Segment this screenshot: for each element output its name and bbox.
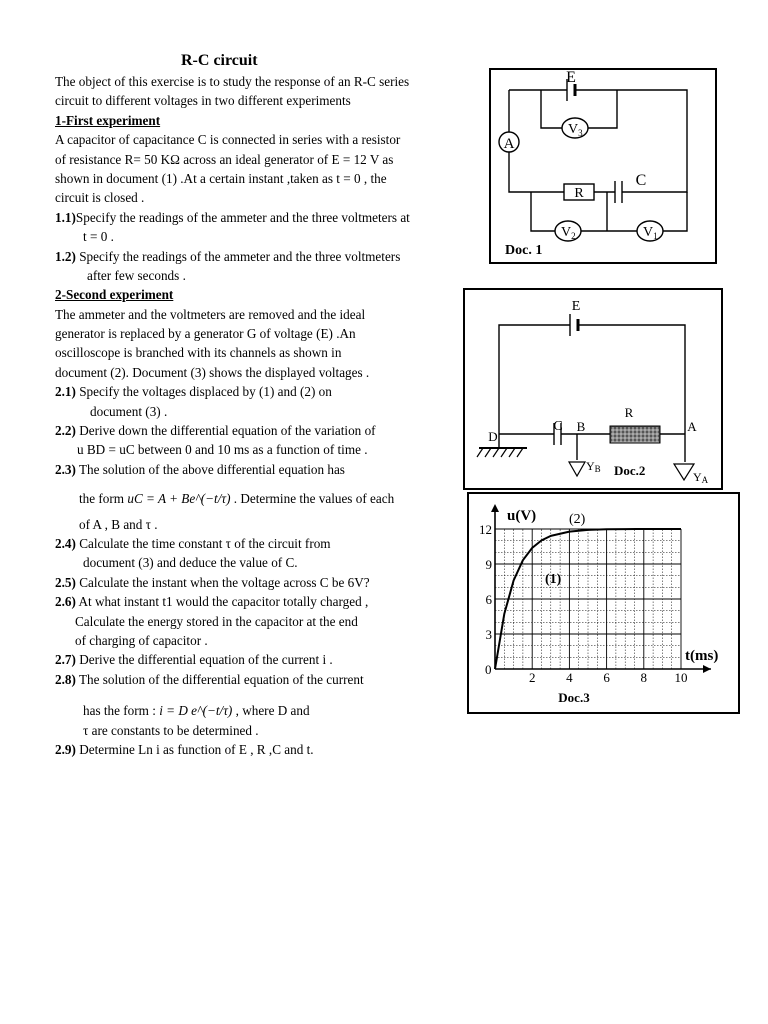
chart-curve-label-1: (1): [545, 572, 562, 587]
doc1-v3-label: $V_3$: [568, 122, 583, 138]
question-2-1: [55, 382, 485, 401]
chart-y-axis-label: u(V): [507, 508, 537, 524]
question-text: The solution of the above differential equation has: [75, 461, 345, 477]
question-1-1-cont: t = 0 .: [83, 229, 114, 245]
exp2-line: document (2). Document (3) shows the displayed voltages .: [55, 364, 370, 380]
question-text: Specify the voltages displaced by (1) and (2) on: [75, 384, 332, 400]
doc1-circuit-figure: [489, 68, 717, 264]
question-2-1-cont: document (3) .: [90, 403, 168, 419]
question-2-8-form: [55, 701, 485, 720]
x-tick-label: 6: [603, 670, 610, 685]
doc2-label: Doc.2: [614, 463, 646, 478]
question-text: Derive the differential equation of the current i .: [75, 652, 333, 668]
form-suffix: . Determine the values of each: [230, 491, 395, 507]
spacer: [55, 689, 485, 701]
question-2-3-form: [55, 489, 485, 508]
question-text: Specify the readings of the ammeter and the three voltmeters: [75, 248, 401, 264]
exp1-line: A capacitor of capacitance C is connected in series with a resistor: [55, 132, 401, 148]
question-2-2: [55, 421, 485, 440]
question-text: Derive down the differential equation of the variation of: [75, 423, 376, 439]
doc1-wires: [509, 90, 687, 192]
doc2-resistor-label: R: [624, 405, 634, 420]
probe-a-icon: [674, 464, 694, 480]
question-text: Calculate the time constant τ of the circuit from: [75, 535, 331, 551]
question-2-3-cont: of A , B and τ .: [79, 516, 158, 532]
question-text: The solution of the differential equation of the current: [75, 671, 364, 687]
question-number: 2.7): [55, 652, 76, 668]
page-title: R-C circuit: [181, 52, 258, 69]
exp2-line: oscilloscope is branched with its channels as shown in: [55, 345, 342, 361]
question-number: 2.3): [55, 461, 76, 477]
doc1-resistor-label: R: [574, 186, 584, 201]
form-prefix: the form: [79, 491, 128, 507]
exp2-line: generator is replaced by a generator G of voltage (E) .An: [55, 326, 356, 342]
spacer: [55, 479, 485, 489]
question-2-4-cont: document (3) and deduce the value of C.: [83, 555, 298, 571]
doc2-resistor: [610, 426, 660, 443]
chart-title: Doc.3: [558, 690, 590, 705]
i-formula: i = D e^(−t/τ): [159, 703, 233, 719]
question-number: 2.2): [55, 423, 76, 439]
question-2-6: [55, 592, 485, 611]
second-experiment-heading: 2-Second experiment: [55, 287, 174, 303]
x-tick-label: 4: [566, 670, 573, 685]
exp2-line: The ammeter and the voltmeters are removed and the ideal: [55, 306, 366, 322]
question-2-6-cont: Calculate the energy stored in the capacitor at the end: [75, 613, 358, 629]
uc-formula: uC = A + Be^(−t/τ): [127, 491, 231, 507]
doc2-generator-label: E: [571, 299, 581, 314]
question-2-2-cont: u BD = uC between 0 and 10 ms as a function of time .: [77, 442, 368, 458]
x-axis-arrow-icon: [703, 665, 711, 673]
doc1-frame: [490, 69, 716, 263]
doc2-node-a: A: [687, 419, 697, 434]
form-suffix: , where D and: [232, 703, 310, 719]
question-2-3: [55, 460, 485, 479]
doc1-generator-label: E: [566, 69, 576, 86]
chart-curve-label-2: (2): [569, 512, 586, 527]
question-2-7: [55, 650, 485, 669]
probe-b-icon: [569, 462, 585, 476]
question-number: 2.4): [55, 535, 76, 551]
question-2-8: [55, 670, 485, 689]
doc2-node-d: D: [488, 429, 498, 444]
doc1-label: Doc. 1: [505, 243, 543, 258]
question-number: 2.5): [55, 574, 76, 590]
intro-line: circuit to different voltages in two different experiments: [55, 93, 351, 109]
y-tick-label: 3: [485, 627, 492, 642]
question-text: Specify the readings of the ammeter and the three voltmeters at: [75, 209, 410, 225]
doc1-v2-label: $V_2$: [561, 225, 576, 241]
exp1-line: of resistance R= 50 KΩ across an ideal generator of E = 12 V as: [55, 151, 394, 167]
y-tick-label: 12: [479, 522, 492, 537]
x-tick-label: 10: [674, 670, 688, 685]
question-number: 2.8): [55, 671, 76, 687]
question-1-1: [55, 208, 485, 227]
chart-origin-label: 0: [485, 662, 492, 677]
doc2-channel-a-label: YA: [693, 470, 709, 485]
doc2-capacitor-label: C: [553, 419, 563, 434]
chart-grid: [495, 529, 681, 669]
doc1-capacitor-label: C: [635, 172, 647, 189]
question-number: 2.9): [55, 741, 76, 757]
question-number: 1.1): [55, 209, 76, 225]
doc2-channel-b-label: YB: [586, 459, 601, 474]
y-axis-arrow-icon: [491, 504, 499, 512]
question-2-4: [55, 534, 485, 553]
first-experiment-heading: 1-First experiment: [55, 112, 161, 128]
form-prefix: has the form :: [83, 703, 160, 719]
question-1-2-cont: after few seconds .: [87, 267, 186, 283]
ground-hatch: [477, 448, 523, 457]
intro-line: The object of this exercise is to study the response of an R-C series: [55, 74, 410, 89]
doc1-ammeter-label: A: [503, 136, 515, 152]
doc1-v1-label: $V_1$: [643, 225, 658, 241]
question-text: At what instant t1 would the capacitor totally charged ,: [75, 594, 369, 610]
chart-x-axis-label: t(ms): [685, 648, 719, 664]
question-2-6-cont: of charging of capacitor .: [75, 632, 208, 648]
doc2-node-b: B: [576, 419, 586, 434]
y-tick-label: 9: [485, 557, 492, 572]
question-2-5: [55, 573, 485, 592]
question-2-8-cont: τ are constants to be determined .: [83, 722, 259, 738]
question-number: 1.2): [55, 248, 76, 264]
question-2-9: [55, 740, 485, 759]
question-1-2: [55, 247, 485, 266]
exp1-line: shown in document (1) .At a certain instant ,taken as t = 0 , the: [55, 170, 387, 186]
doc3-chart: [467, 492, 740, 714]
doc1-voltmeter-wires: [531, 192, 687, 231]
x-tick-label: 8: [640, 670, 648, 685]
question-text: Determine Ln i as function of E , R ,C and t.: [75, 741, 314, 757]
x-tick-label: 2: [528, 670, 536, 685]
y-tick-label: 6: [485, 592, 492, 607]
chart-ticks: [479, 522, 688, 685]
doc2-circuit-figure: [463, 288, 723, 490]
exp1-line: circuit is closed .: [55, 190, 145, 206]
question-number: 2.1): [55, 384, 76, 400]
exercise-text: [55, 72, 485, 759]
question-number: 2.6): [55, 594, 76, 610]
question-text: Calculate the instant when the voltage across C be 6V?: [75, 574, 370, 590]
